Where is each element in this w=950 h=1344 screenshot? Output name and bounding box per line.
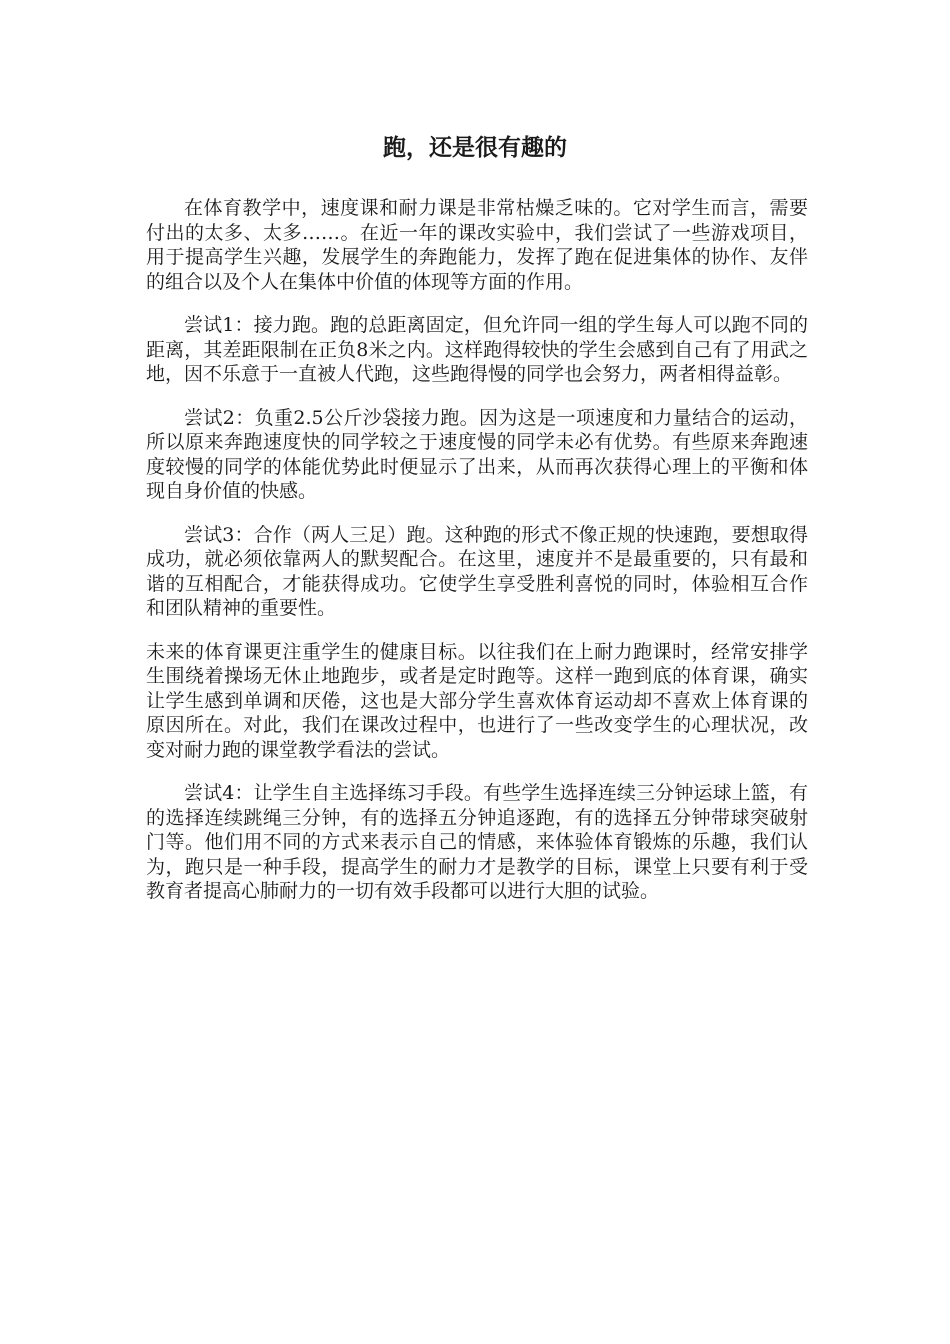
paragraph-future-pe: 未来的体育课更注重学生的健康目标。以往我们在上耐力跑课时，经常安排学生围绕着操场无休止地跑步，或者是定时跑等。这样一跑到底的体育课，确实让学生感到单调和厌倦，这也是大部分学生喜欢体育运动却不喜欢上体育课的原因所在。对此，我们在课改过程中，也进行了一些改变学生的心理状况，改变对耐力跑的课堂教学看法的尝试。 <box>146 640 808 761</box>
paragraph-intro: 在体育教学中，速度课和耐力课是非常枯燥乏味的。它对学生而言，需要付出的太多、太多……。在近一年的课改实验中，我们尝试了一些游戏项目，用于提高学生兴趣，发展学生的奔跑能力，发挥了跑在促进集体的协作、友伴的组合以及个人在集体中价值的体现等方面的作用。 <box>146 197 808 293</box>
document-body <box>146 196 808 923</box>
paragraph-attempt-2: 尝试2：负重2.5公斤沙袋接力跑。因为这是一项速度和力量结合的运动，所以原来奔跑速度快的同学较之于速度慢的同学未必有优势。有些原来奔跑速度较慢的同学的体能优势此时便显示了出来，从而再次获得心理上的平衡和体现自身价值的快感。 <box>146 406 808 502</box>
paragraph-attempt-1: 尝试1：接力跑。跑的总距离固定，但允许同一组的学生每人可以跑不同的距离，其差距限制在正负8米之内。这样跑得较快的学生会感到自己有了用武之地，因不乐意于一直被人代跑，这些跑得慢的同学也会努力，两者相得益彰。 <box>146 314 808 385</box>
paragraph-attempt-3: 尝试3：合作（两人三足）跑。这种跑的形式不像正规的快速跑，要想取得成功，就必须依靠两人的默契配合。在这里，速度并不是最重要的，只有最和谐的互相配合，才能获得成功。它使学生享受胜利喜悦的同时，体验相互合作和团队精神的重要性。 <box>146 523 808 619</box>
paragraph-attempt-4: 尝试4：让学生自主选择练习手段。有些学生选择连续三分钟运球上篮，有的选择连续跳绳三分钟，有的选择五分钟追逐跑，有的选择五分钟带球突破射门等。他们用不同的方式来表示自己的情感，来体验体育锻炼的乐趣，我们认为，跑只是一种手段，提高学生的耐力才是教学的目标，课堂上只要有利于受教育者提高心肺耐力的一切有效手段都可以进行大胆的试验。 <box>146 782 808 902</box>
document-title: 跑，还是很有趣的 <box>383 134 567 161</box>
